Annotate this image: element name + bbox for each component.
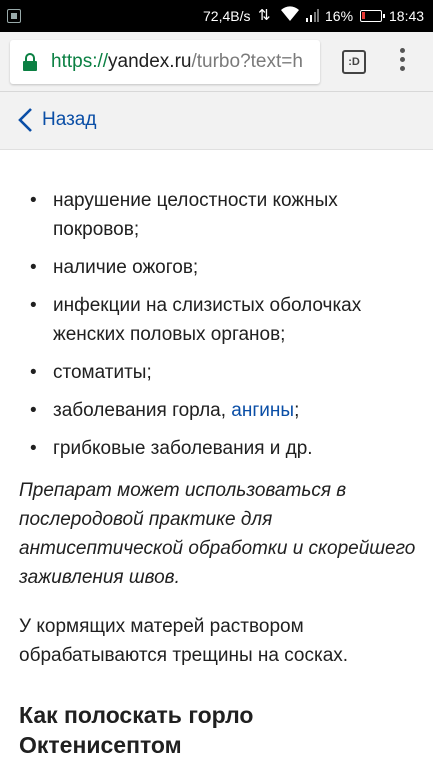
back-label: Назад	[42, 109, 97, 130]
lock-icon	[22, 53, 38, 71]
browser-toolbar	[0, 32, 433, 92]
list-item	[0, 396, 433, 425]
data-sync-icon: ⇅	[258, 7, 271, 24]
gallery-notification-icon	[7, 9, 21, 23]
chevron-left-icon	[16, 106, 36, 134]
network-speed: 72,4B/s	[203, 8, 251, 24]
paragraph: У кормящих матерей раствором обрабатываются трещины на сосках.	[19, 616, 349, 666]
overflow-menu-icon[interactable]	[396, 48, 408, 76]
turbo-header	[0, 92, 433, 150]
battery-percent: 16%	[325, 8, 354, 24]
signal-icon	[305, 8, 319, 22]
url-text	[51, 51, 303, 73]
italic-paragraph: Препарат может использоваться в послеродовой практике для антисептической обработки и скорейшего заживления швов.	[19, 480, 416, 588]
tabs-button[interactable]: :D	[342, 50, 366, 74]
back-button[interactable]	[16, 106, 96, 134]
list-item: • инфекции на слизистых оболочках женских половых органов;	[0, 291, 433, 349]
status-bar	[0, 0, 433, 32]
list-item: • стоматиты;	[0, 358, 433, 387]
address-bar[interactable]	[10, 40, 320, 84]
contraindications-list	[0, 186, 433, 472]
list-item: • нарушение целостности кожных покровов;	[0, 186, 433, 244]
list-item-text: заболевания горла,	[53, 400, 232, 421]
battery-icon	[360, 10, 382, 22]
url-host: yandex.ru	[108, 51, 192, 72]
clock: 18:43	[389, 8, 425, 24]
url-scheme: https://	[51, 51, 109, 72]
url-path: /turbo?text=h	[191, 51, 303, 72]
list-item: • грибковые заболевания и др.	[0, 434, 433, 463]
list-item-text: ;	[294, 400, 300, 421]
article-content	[0, 150, 433, 770]
section-heading: Как полоскать горло Октенисептом	[19, 702, 254, 758]
wifi-icon	[280, 5, 300, 23]
list-item: • наличие ожогов;	[0, 253, 433, 282]
angina-link[interactable]: ангины	[231, 400, 295, 421]
